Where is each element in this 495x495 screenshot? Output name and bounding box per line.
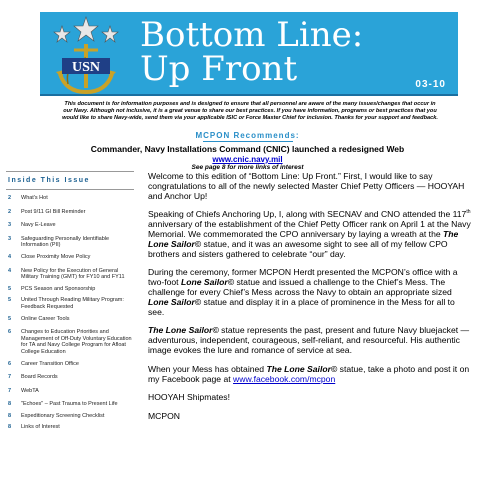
toc-item[interactable] (8, 374, 134, 381)
issue-number: 03-10 (415, 79, 446, 90)
toc-title: Changes to Education Priorities and Management of Off-Duty Voluntary Education for TA and Navy College Program for Afloat College Education (21, 329, 132, 355)
toc-item[interactable] (8, 316, 134, 323)
toc-title: New Policy for the Execution of General Military Training (GMT) for FY10 and FY11 (21, 267, 125, 281)
facebook-link[interactable]: www.facebook.com/mcpon (233, 373, 336, 384)
toc-page: 3 (8, 222, 12, 229)
signature: MCPON (148, 411, 180, 422)
text-run: Speaking of Chiefs Anchoring Up, I, along with SECNAV and CNO attended the 117 (148, 209, 467, 220)
toc-page: 5 (8, 315, 12, 322)
main-article (148, 172, 473, 431)
toc-divider-top (6, 171, 134, 172)
toc-heading: Inside This Issue (8, 177, 90, 184)
toc-item[interactable] (8, 329, 134, 355)
text-run: During the ceremony, former MCPON Herdt presented the MCPON’s office with a two-foot (148, 267, 458, 288)
text-run: statue and issued a challenge to the Chief’s Mess. The challenge for every Chief’s Mess across the Navy to obtain an appropriate sized (148, 277, 452, 297)
paragraph-facebook (148, 365, 473, 385)
toc-title: Navy E-Leave (21, 222, 56, 229)
text-run: anniversary of the establishment of the Chief Petty Officer rank on April 1 at the Navy Memorial. We commemorated the CPO anniversary by laying a wreath at the (148, 219, 471, 239)
logo-text: USN (71, 60, 101, 75)
toc-item[interactable] (8, 236, 134, 249)
toc-title: Online Career Tools (21, 315, 70, 322)
toc-page: 8 (8, 401, 12, 408)
paragraph-anniversary (148, 210, 473, 259)
toc-title: WebTA (21, 387, 39, 394)
title-line-1: Bottom Line: (140, 15, 364, 55)
toc-title: United Through Reading Military Program: Feedback Requested (21, 297, 124, 310)
toc-title: "Echoes" – Past Trauma to Present Life (21, 401, 118, 408)
title-line-2: Up Front (140, 49, 298, 89)
toc-page: 7 (8, 374, 12, 381)
toc-title: Close Proximity Move Policy (21, 253, 91, 260)
text-run: statue, take a photo and post it on my Facebook page at (148, 363, 470, 384)
recommends-underline (203, 141, 293, 142)
statue-name: Lone Sailor© (148, 296, 202, 307)
toc-title: PCS Season and Sponsorship (21, 285, 96, 292)
toc-item[interactable] (8, 195, 134, 202)
toc-page: 5 (8, 297, 12, 304)
table-of-contents (8, 195, 134, 431)
header-banner (40, 12, 458, 96)
toc-title: What's Hot (21, 195, 48, 201)
toc-item[interactable] (8, 297, 134, 310)
toc-page: 4 (8, 267, 12, 274)
toc-item[interactable] (8, 424, 134, 431)
toc-title: Board Records (21, 374, 58, 381)
toc-page: 3 (8, 235, 12, 242)
toc-title: Expeditionary Screening Checklist (21, 412, 105, 419)
toc-item[interactable] (8, 388, 134, 395)
toc-item[interactable] (8, 286, 134, 293)
paragraph-ceremony (148, 268, 473, 317)
toc-page: 6 (8, 329, 12, 336)
toc-item[interactable] (8, 254, 134, 261)
toc-page: 2 (8, 195, 12, 201)
statue-name: Lone Sailor© (180, 277, 235, 288)
disclaimer-text: This document is for information purposes and is designed to ensure that all personnel are aware of the many issues/changes that occur in our Navy. Although not inclusive, it is a great venue to share our best practices. If you have information, programs or best practices that you would like to share Navy-wide, send them via your applicable ISIC or Force Master Chief for inclusion. Thanks for your support and feedback. (62, 101, 438, 121)
toc-page: 6 (8, 360, 12, 367)
text-run: When your Mess has obtained (148, 363, 267, 374)
toc-item[interactable] (8, 361, 134, 368)
toc-title: Post 9/11 GI Bill Reminder (21, 208, 86, 215)
cnic-link[interactable]: www.cnic.navy.mil (212, 155, 283, 164)
statue-name: The Lone Sailor© (148, 228, 459, 249)
statue-name: The Lone Sailor© (266, 363, 338, 374)
toc-page: 7 (8, 387, 12, 394)
recommends-see-note: See page 8 for more links of interest (191, 164, 304, 171)
toc-item[interactable] (8, 209, 134, 216)
toc-item[interactable] (8, 413, 134, 420)
toc-divider-bottom (6, 189, 134, 190)
recommends-text: Commander, Navy Installations Command (CNIC) launched a redesigned Web (90, 144, 405, 154)
mcpon-anchor-logo (46, 14, 126, 96)
toc-item[interactable] (8, 401, 134, 408)
text-run: statue and display it in a place of prominence in the Mess for all to see. (148, 296, 455, 317)
toc-item[interactable] (8, 268, 134, 281)
toc-page: 5 (8, 285, 12, 292)
paragraph-welcome: Welcome to this edition of “Bottom Line: Up Front.” First, I would like to say congratulations to all of the newly selected Master Chief Petty Officers — HOOYAH and Anchor Up! (148, 171, 465, 201)
paragraph-statue-meaning (148, 326, 473, 355)
statue-name: The Lone Sailor© (148, 325, 219, 336)
toc-title: Links of Interest (21, 424, 60, 431)
toc-page: 2 (8, 208, 12, 215)
ordinal-suffix: th (466, 209, 471, 216)
newsletter-title (140, 15, 364, 89)
toc-item[interactable] (8, 222, 134, 229)
paragraph-hooyah: HOOYAH Shipmates! (148, 392, 230, 403)
toc-page: 4 (8, 253, 12, 260)
text-run: statue represents the past, present and future Navy bluejacket — adventurous, independent, courageous, self-reliant, and resourceful. His authentic image evokes the lure and romance of service at sea. (148, 325, 470, 355)
recommends-heading: MCPON Recommends: (195, 131, 300, 140)
toc-page: 8 (8, 412, 12, 419)
toc-title: Career Transition Office (21, 360, 79, 367)
text-run: statue, and it was an awesome sight to see all of my fellow CPO brothers and sisters gathered to celebrate “our” day. (148, 238, 448, 259)
toc-page: 8 (8, 424, 12, 431)
toc-title: Safeguarding Personally Identifiable Information (PII) (21, 235, 110, 249)
